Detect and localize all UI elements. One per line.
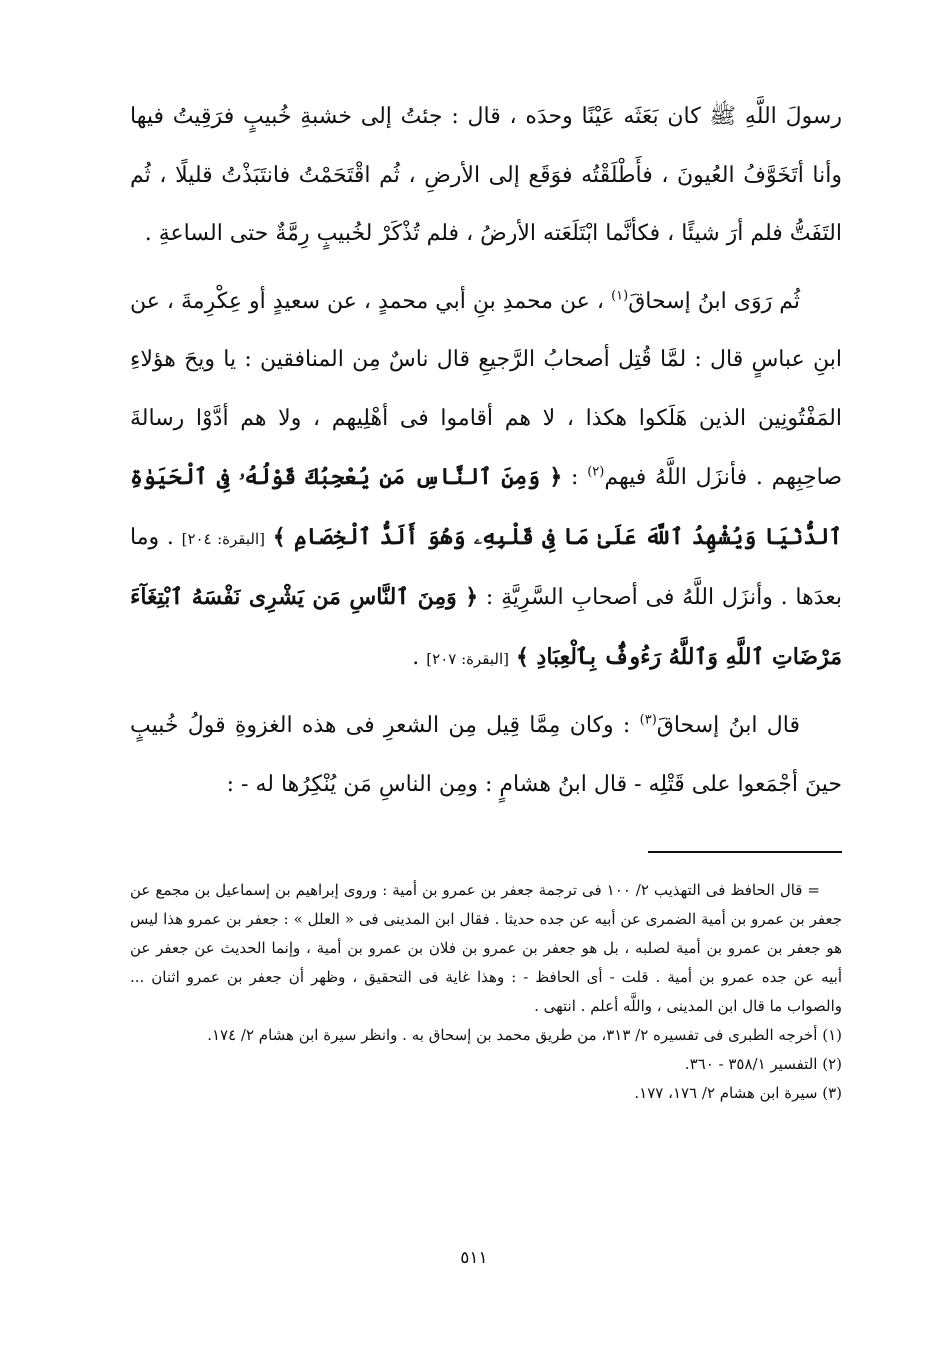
paragraph-1: رسولَ اللَّهِ ﷺ كان بَعَثَه عَيْنًا وحدَه ، قال : جئتُ إلى خشبةِ خُبيبٍ فرَقِيتُ فيها وأنا أتَخَوَّفُ العُيونَ ، فأَطْلَقْتُه فوَقَع إلى الأرضِ ، ثُم اقْتَحَمْتُ فانتَبَذْتُ قليلًا ، ثُم التَفَتُّ فلم أرَ شيئًا ، فكأنَّما ابْتَلَعَته الأرضُ ، فلم تُذْكَرْ لخُبيبٍ رِمَّةٌ حتى الساعةِ . <box>130 104 842 246</box>
footnote-1: (١) أخرجه الطبرى فى تفسيره ٢/ ٣١٣، من طريق محمد بن إسحاق به . وانظر سيرة ابن هشام ٢/ ١٧٤. <box>207 1026 842 1044</box>
main-text <box>130 88 842 814</box>
footnote-3: (٣) سيرة ابن هشام ٢/ ١٧٦، ١٧٧. <box>634 1084 842 1102</box>
quran-verse-1: ﴿ وَمِنَ ٱلنَّاسِ مَن يُعْجِبُكَ قَوْلُهُۥ فِى ٱلْحَيَوٰةِ ٱلدُّنْيَا وَيُشْهِدُ ٱللَّهَ عَلَىٰ مَا فِى قَلْبِهِۦ وَهُوَ أَلَدُّ ٱلْخِصَامِ ﴾ <box>130 464 842 550</box>
paragraph-3-opening: قال ابنُ إسحاقَ <box>656 713 800 738</box>
paragraph-2-middle: . وما بعدَها . وأنزَل اللَّهُ فى أصحابِ السَّرِيَّةِ : <box>130 524 842 610</box>
footnote-2: (٢) التفسير ٣٥٨/١ - ٣٦٠. <box>684 1055 842 1073</box>
paragraph-3-body: : وكان مِمَّا قِيل مِن الشعرِ فى هذه الغزوةِ قولُ خُبيبٍ حينَ أجْمَعوا على قَتْلِه - قال ابنُ هشامٍ : ومِن الناسِ مَن يُنْكِرُها له - : <box>130 713 842 797</box>
paragraph-2-narration: ، عن محمدِ بنِ أبي محمدٍ ، عن سعيدٍ أو عِكْرِمةَ ، عن ابنِ عباسٍ قال : لمَّا قُتِل أصحابُ الرَّجيعِ قال ناسٌ مِن المنافقين : يا ويحَ هؤلاءِ المَفْتُونِين الذين هَلَكوا هكذا ، لا هم أقاموا فى أهْلِيهم ، ولا هم أدَّوْا رسالةَ صاحِبِهم . فأنزَل اللَّهُ فيهم <box>130 288 842 490</box>
verse-reference-1: [البقرة: ٢٠٤] <box>181 529 266 548</box>
paragraph-2-colon: : <box>571 465 579 490</box>
footnote-divider <box>648 851 842 853</box>
footnote-marker-3: (٣) <box>639 712 657 728</box>
quran-verse-2: ﴿ وَمِنَ ٱلنَّاسِ مَن يَشْرِى نَفْسَهُ ٱبْتِغَآءَ مَرْضَاتِ ٱللَّهِ وَٱللَّهُ رَءُوفٌۢ بِٱلْعِبَادِ ﴾ <box>130 584 842 670</box>
paragraph-2-opening: ثُم رَوَى ابنُ إسحاقَ <box>628 288 801 314</box>
footnote-marker-2: (٢) <box>587 464 605 480</box>
page-number: ٥١١ <box>460 1248 488 1268</box>
paragraph-3 <box>130 697 842 814</box>
footnotes <box>130 876 842 1108</box>
paragraph-2 <box>130 273 842 689</box>
paragraph-2-end: . <box>412 644 420 670</box>
footnote-continuation: = قال الحافظ فى التهذيب ٢/ ١٠٠ فى ترجمة جعفر بن عمرو بن أمية : وروى إبراهيم بن إسماعيل بن مجمع عن جعفر بن عمرو بن أمية الضمرى عن أبيه عن جده حديثا . فقال ابن المدينى فى « العلل » : جعفر بن عمرو هذا ليس هو جعفر بن عمرو بن أمية لصلبه ، بل هو جعفر بن عمرو بن فلان بن عمرو بن أمية ، وإنما الحديث عن جعفر عن أبيه عن جده عمرو بن أمية . قلت - أى الحافظ - : وهذا غاية فى التحقيق ، وظهر أن جعفر بن عمرو اثنان ... والصواب ما قال ابن المدينى ، واللَّه أعلم . انتهى . <box>130 881 842 1015</box>
verse-reference-2: [البقرة: ٢٠٧] <box>426 649 509 668</box>
footnote-marker-1: (١) <box>611 288 629 304</box>
